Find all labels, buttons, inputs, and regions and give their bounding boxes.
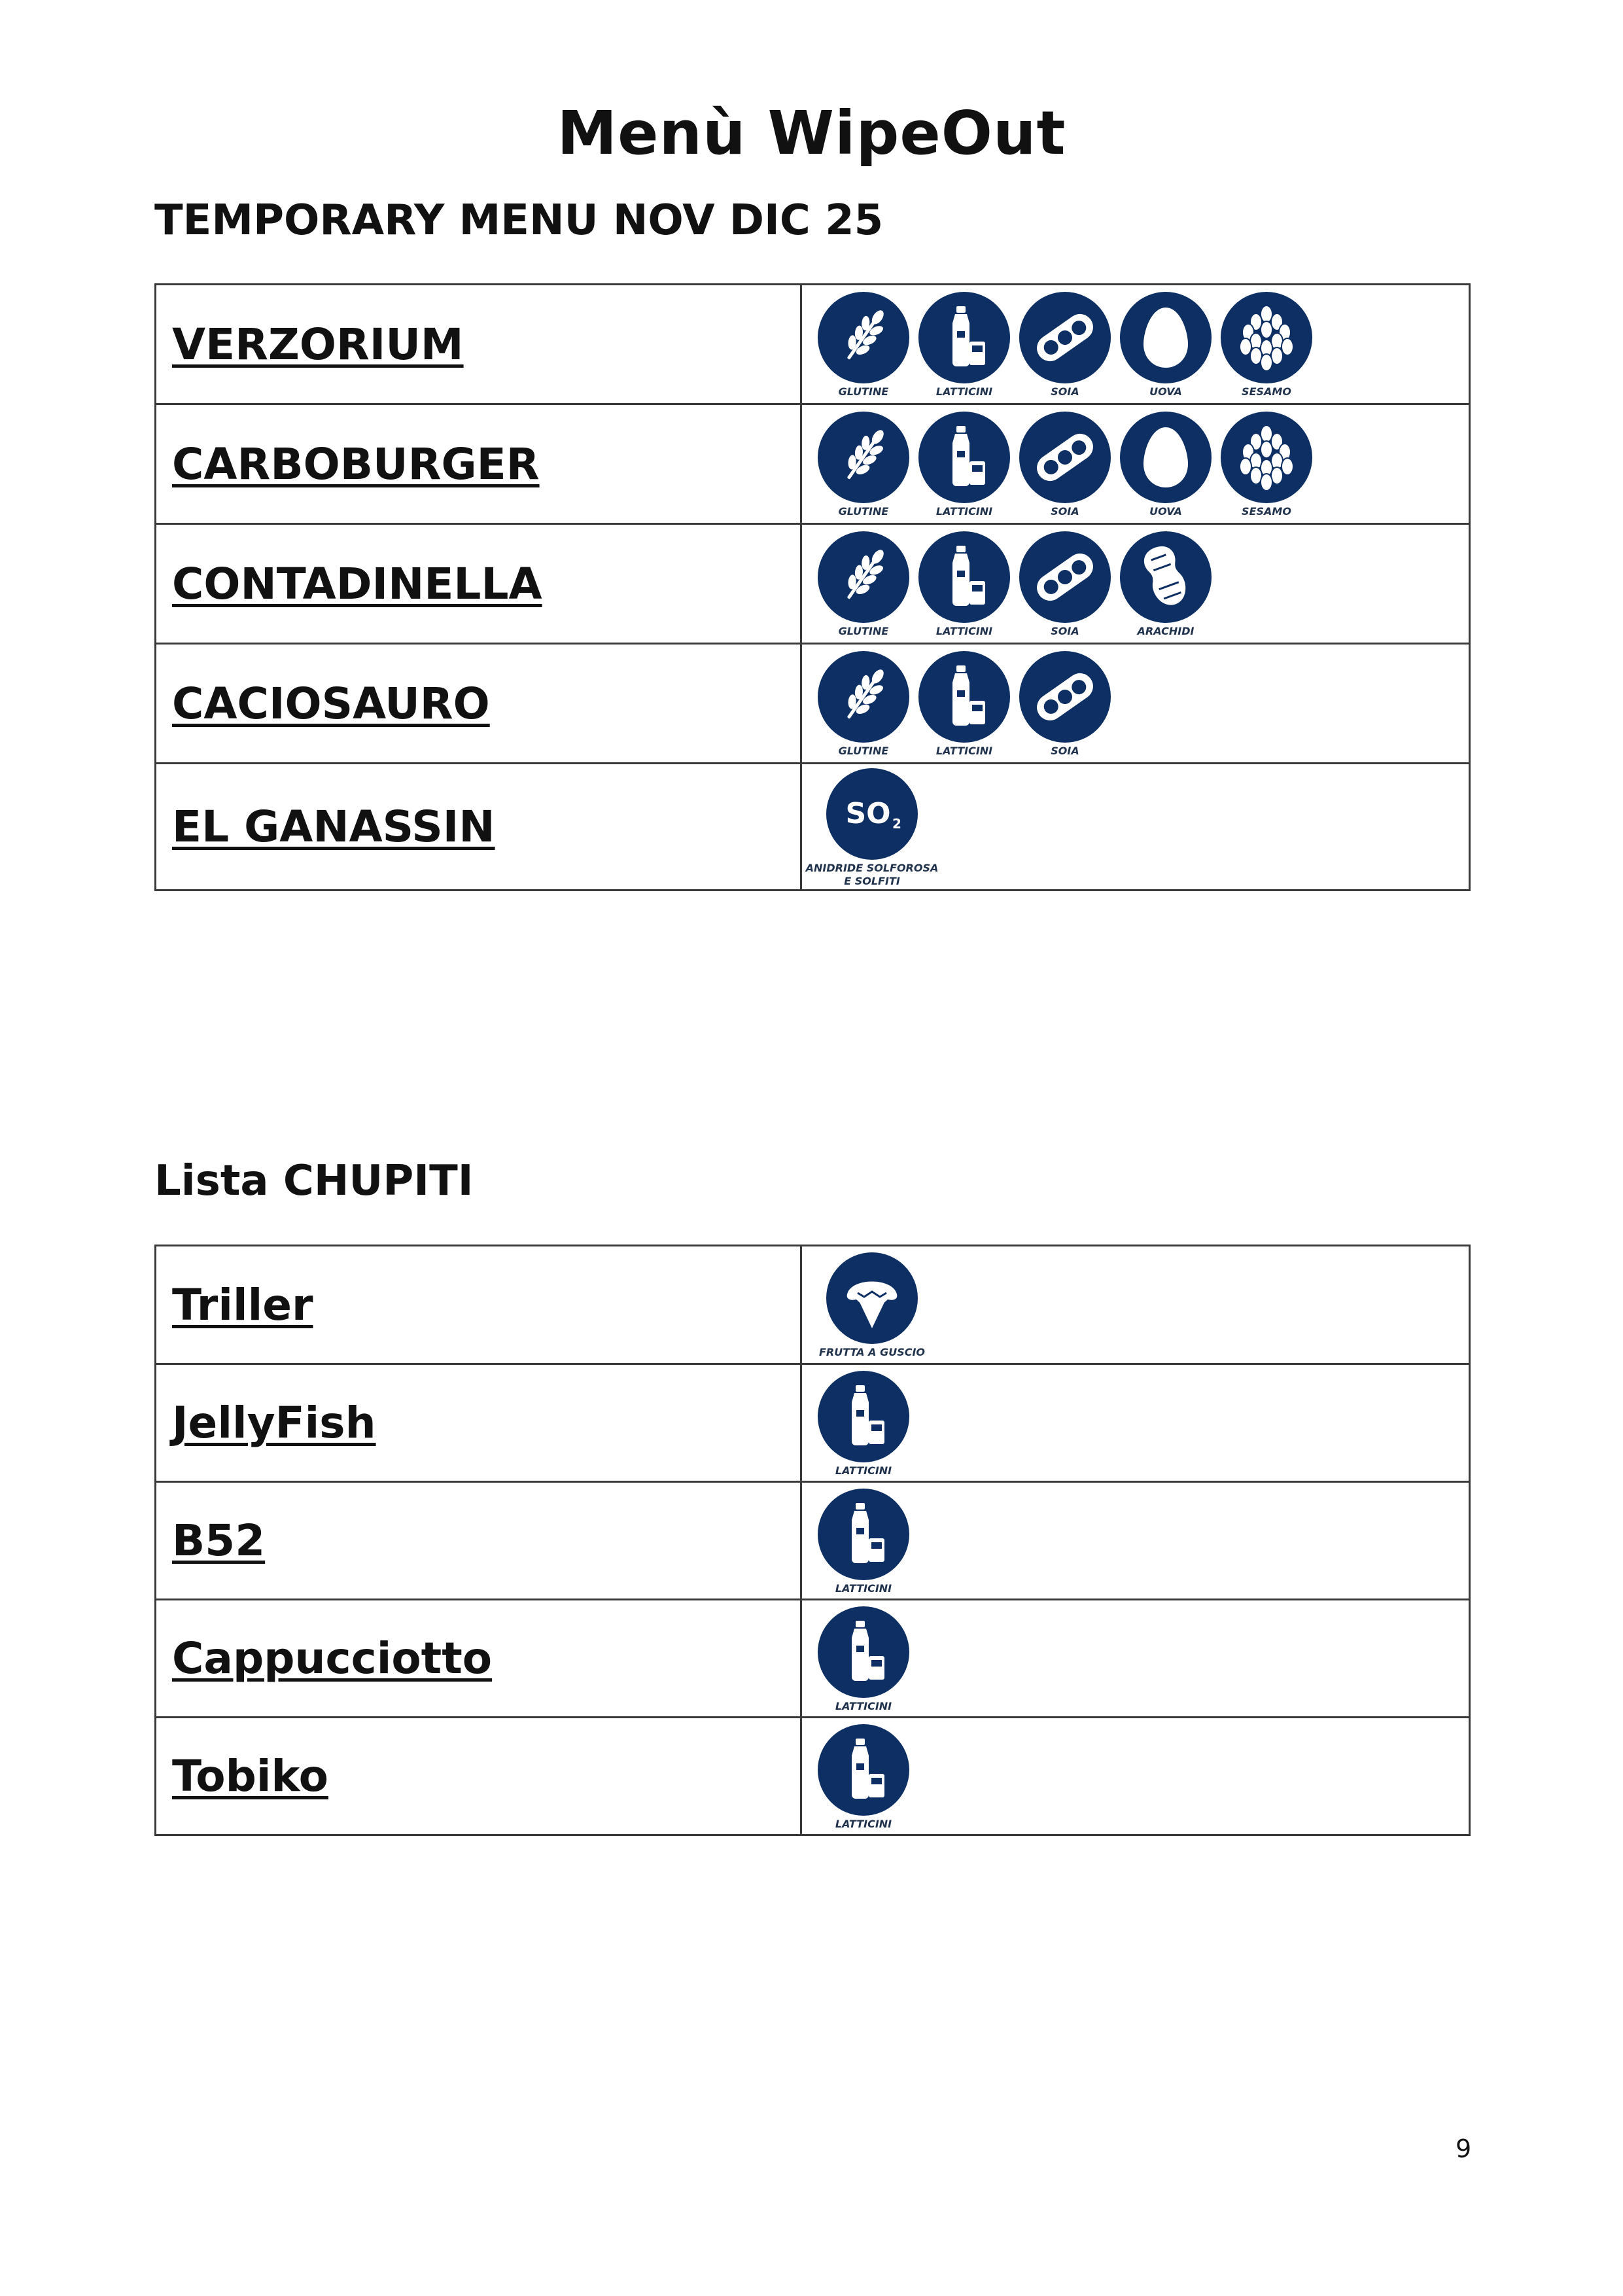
allergen-list bbox=[816, 291, 1469, 398]
allergen-label: ARACHIDI bbox=[1137, 625, 1195, 637]
allergen-label: SESAMO bbox=[1242, 385, 1291, 398]
sesame-icon bbox=[1219, 410, 1314, 504]
allergen-badge bbox=[1219, 410, 1314, 518]
milk-icon bbox=[816, 1723, 911, 1817]
allergen-cell bbox=[801, 404, 1470, 524]
allergen-badge bbox=[1119, 410, 1213, 518]
allergen-cell bbox=[801, 1718, 1470, 1835]
allergen-badge bbox=[816, 1251, 928, 1358]
allergen-label: FRUTTA A GUSCIO bbox=[818, 1346, 926, 1358]
table-row bbox=[156, 1482, 1470, 1600]
allergen-cell bbox=[801, 644, 1470, 764]
soy-icon bbox=[1018, 530, 1112, 624]
allergen-label: LATTICINI bbox=[835, 1581, 892, 1595]
item-name: CONTADINELLA bbox=[172, 558, 542, 609]
allergen-badge bbox=[816, 1487, 911, 1595]
table-row bbox=[156, 764, 1470, 891]
sulfite-icon bbox=[825, 767, 919, 861]
milk-icon bbox=[917, 650, 1011, 744]
allergen-badge bbox=[816, 410, 911, 518]
allergen-badge bbox=[816, 530, 911, 637]
allergen-list bbox=[816, 1723, 1469, 1830]
item-name: JellyFish bbox=[172, 1398, 376, 1448]
allergen-cell bbox=[801, 524, 1470, 644]
allergen-label: LATTICINI bbox=[835, 1817, 892, 1830]
allergen-list bbox=[805, 767, 1469, 887]
allergen-badge bbox=[917, 410, 1011, 518]
allergen-badge bbox=[1018, 530, 1112, 637]
item-name: Cappucciotto bbox=[172, 1633, 493, 1684]
nut-icon bbox=[825, 1251, 919, 1345]
table-row bbox=[156, 404, 1470, 524]
peanut-icon bbox=[1119, 530, 1213, 624]
allergen-label: ANIDRIDE SOLFOROSA bbox=[805, 861, 939, 874]
allergen-label-line2: E SOLFITI bbox=[844, 874, 900, 887]
allergen-badge bbox=[816, 1369, 911, 1477]
item-name-cell bbox=[156, 1482, 801, 1600]
allergen-label: LATTICINI bbox=[835, 1699, 892, 1712]
item-name-cell bbox=[156, 404, 801, 524]
allergen-badge bbox=[1018, 410, 1112, 518]
allergen-badge bbox=[1119, 291, 1213, 398]
allergen-label: SOIA bbox=[1051, 625, 1079, 637]
allergen-badge bbox=[917, 530, 1011, 637]
item-name-cell bbox=[156, 285, 801, 404]
allergen-badge bbox=[816, 1723, 911, 1830]
allergen-badge bbox=[1018, 650, 1112, 757]
allergen-badge bbox=[1119, 530, 1213, 637]
allergen-list bbox=[816, 1487, 1469, 1595]
milk-icon bbox=[816, 1605, 911, 1699]
egg-icon bbox=[1119, 291, 1213, 385]
svg-text:2: 2 bbox=[892, 815, 901, 832]
item-name: CACIOSAURO bbox=[172, 678, 490, 729]
item-name: EL GANASSIN bbox=[172, 802, 495, 852]
allergen-badge bbox=[816, 1605, 911, 1712]
svg-text:SO: SO bbox=[845, 796, 891, 830]
soy-icon bbox=[1018, 410, 1112, 504]
allergen-label: SOIA bbox=[1051, 505, 1079, 518]
table-row bbox=[156, 1364, 1470, 1482]
allergen-cell bbox=[801, 764, 1470, 891]
temporary-menu-table bbox=[154, 283, 1471, 891]
allergen-list bbox=[816, 1251, 1469, 1358]
item-name-cell bbox=[156, 1364, 801, 1482]
allergen-label: LATTICINI bbox=[935, 625, 993, 637]
item-name: Triller bbox=[172, 1279, 313, 1330]
page-number: 9 bbox=[1456, 2134, 1472, 2163]
allergen-list bbox=[816, 1369, 1469, 1477]
allergen-label: GLUTINE bbox=[838, 385, 889, 398]
item-name: CARBOBURGER bbox=[172, 438, 540, 489]
allergen-badge bbox=[1219, 291, 1314, 398]
item-name-cell bbox=[156, 644, 801, 764]
allergen-label: LATTICINI bbox=[935, 385, 993, 398]
allergen-label: LATTICINI bbox=[935, 745, 993, 757]
allergen-label: UOVA bbox=[1149, 505, 1182, 518]
wheat-icon bbox=[816, 650, 911, 744]
allergen-badge bbox=[816, 650, 911, 757]
allergen-label: GLUTINE bbox=[838, 505, 889, 518]
allergen-label: SOIA bbox=[1051, 385, 1079, 398]
item-name-cell bbox=[156, 1600, 801, 1718]
allergen-list bbox=[816, 1605, 1469, 1712]
allergen-list bbox=[816, 530, 1469, 637]
milk-icon bbox=[917, 530, 1011, 624]
wheat-icon bbox=[816, 410, 911, 504]
temporary-menu-heading: TEMPORARY MENU NOV DIC 25 bbox=[154, 196, 884, 245]
milk-icon bbox=[917, 291, 1011, 385]
allergen-cell bbox=[801, 1482, 1470, 1600]
page-title: Menù WipeOut bbox=[557, 98, 1066, 168]
allergen-label: GLUTINE bbox=[838, 745, 889, 757]
soy-icon bbox=[1018, 650, 1112, 744]
item-name-cell bbox=[156, 764, 801, 891]
wheat-icon bbox=[816, 291, 911, 385]
allergen-label: UOVA bbox=[1149, 385, 1182, 398]
item-name: B52 bbox=[172, 1515, 266, 1566]
egg-icon bbox=[1119, 410, 1213, 504]
milk-icon bbox=[917, 410, 1011, 504]
item-name-cell bbox=[156, 524, 801, 644]
wheat-icon bbox=[816, 530, 911, 624]
allergen-label: SESAMO bbox=[1242, 505, 1291, 518]
item-name: VERZORIUM bbox=[172, 319, 464, 370]
allergen-list bbox=[816, 410, 1469, 518]
allergen-label: LATTICINI bbox=[935, 505, 993, 518]
allergen-cell bbox=[801, 1246, 1470, 1364]
sesame-icon bbox=[1219, 291, 1314, 385]
allergen-badge bbox=[917, 291, 1011, 398]
allergen-cell bbox=[801, 285, 1470, 404]
allergen-cell bbox=[801, 1600, 1470, 1718]
table-row bbox=[156, 1718, 1470, 1835]
table-row bbox=[156, 1246, 1470, 1364]
allergen-label: GLUTINE bbox=[838, 625, 889, 637]
chupiti-table bbox=[154, 1245, 1471, 1836]
milk-icon bbox=[816, 1487, 911, 1581]
table-row bbox=[156, 1600, 1470, 1718]
allergen-badge bbox=[1018, 291, 1112, 398]
item-name-cell bbox=[156, 1246, 801, 1364]
item-name: Tobiko bbox=[172, 1751, 328, 1801]
table-row bbox=[156, 644, 1470, 764]
table-row bbox=[156, 285, 1470, 404]
table-row bbox=[156, 524, 1470, 644]
allergen-badge bbox=[816, 291, 911, 398]
allergen-badge bbox=[917, 650, 1011, 757]
milk-icon bbox=[816, 1369, 911, 1464]
allergen-badge bbox=[805, 767, 939, 887]
item-name-cell bbox=[156, 1718, 801, 1835]
chupiti-heading: Lista CHUPITI bbox=[154, 1157, 474, 1205]
allergen-cell bbox=[801, 1364, 1470, 1482]
allergen-list bbox=[816, 650, 1469, 757]
allergen-label: SOIA bbox=[1051, 745, 1079, 757]
soy-icon bbox=[1018, 291, 1112, 385]
allergen-label: LATTICINI bbox=[835, 1464, 892, 1477]
